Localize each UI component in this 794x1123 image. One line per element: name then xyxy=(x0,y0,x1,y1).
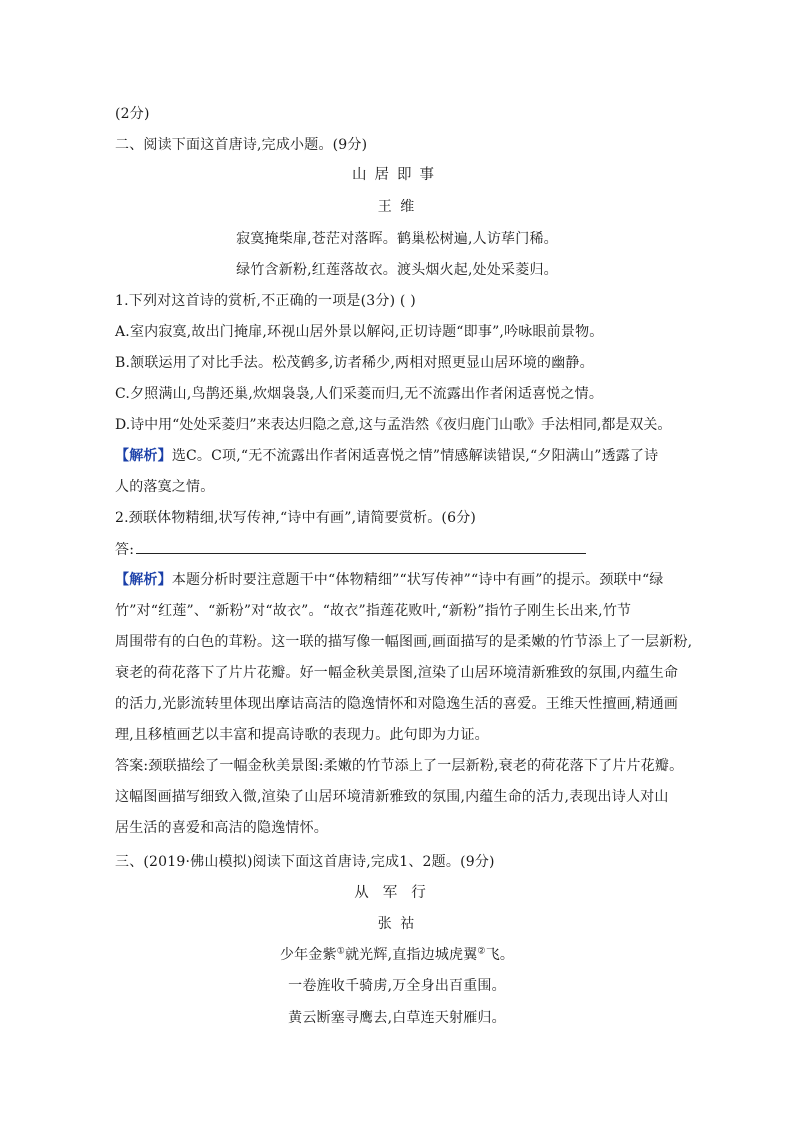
question-2: 2.颈联体物精细,状写传神,“诗中有画”,请简要赏析。(6分) xyxy=(115,510,477,526)
poem2-line: 一卷旌收千骑虏,万全身出百重围。 xyxy=(288,978,506,994)
poem2-line xyxy=(0,945,794,965)
poem1-author: 王 维 xyxy=(377,199,417,215)
option-b: B.颔联运用了对比手法。松茂鹤多,访者稀少,两相对照更显山居环境的幽静。 xyxy=(115,355,594,371)
poem2-text: 就光辉,直指边城虎翼 xyxy=(344,947,478,963)
option-d: D.诗中用“处处采菱归”来表达归隐之意,这与孟浩然《夜归鹿门山歌》手法相同,都是双关。 xyxy=(115,417,672,433)
answer-label: 答: xyxy=(115,542,135,558)
analysis-text: 本题分析时要注意题干中“体物精细”“状写传神”“诗中有画”的提示。颈联中“绿 xyxy=(171,572,664,588)
analysis-2 xyxy=(115,570,685,590)
footnote-marker: ② xyxy=(477,946,486,957)
score-note: (2分) xyxy=(115,106,150,122)
analysis-text: 的活力,光影流转里体现出摩诘高洁的隐逸情怀和对隐逸生活的喜爱。王维天性擅画,精通画 xyxy=(115,696,679,712)
poem2-text: 少年金紫 xyxy=(279,947,337,963)
answer-line xyxy=(115,539,685,560)
analysis-1 xyxy=(115,446,685,466)
analysis-tag: 【解析】 xyxy=(115,448,172,464)
analysis-tag: 【解析】 xyxy=(115,572,172,588)
option-c: C.夕照满山,鸟鹊还巢,炊烟袅袅,人们采菱而归,无不流露出作者闲适喜悦之情。 xyxy=(115,386,604,402)
footnote-marker: ① xyxy=(336,946,345,957)
question-1: 1.下列对这首诗的赏析,不正确的一项是(3分) ( ) xyxy=(115,293,416,309)
poem1-line: 寂寞掩柴扉,苍茫对落晖。鹤巢松树遍,人访荜门稀。 xyxy=(236,231,558,247)
poem2-title: 从军行 xyxy=(354,885,440,901)
analysis-text: 竹”对“红莲”、“新粉”对“故衣”。“故衣”指莲花败叶,“新粉”指竹子刚生长出来,竹节 xyxy=(115,603,632,619)
analysis-text: 周围带有的白色的茸粉。这一联的描写像一幅图画,画面描写的是柔嫩的竹节添上了一层新粉, xyxy=(115,634,693,650)
analysis-text: 人的落寞之情。 xyxy=(115,479,215,495)
answer-text: 答案:颈联描绘了一幅金秋美景图:柔嫩的竹节添上了一层新粉,衰老的荷花落下了片片花瓣。 xyxy=(115,758,684,774)
poem2-text: 飞。 xyxy=(485,947,515,963)
poem1-line: 绿竹含新粉,红莲落故衣。渡头烟火起,处处采菱归。 xyxy=(236,262,558,278)
answer-text: 这幅图画描写细致入微,渲染了山居环境清新雅致的氛围,内蕴生命的活力,表现出诗人对山 xyxy=(115,789,669,805)
poem2-author: 张 祜 xyxy=(377,916,417,932)
answer-blank[interactable] xyxy=(136,539,586,554)
option-a: A.室内寂寞,故出门掩扉,环视山居外景以解闷,正切诗题“即事”,吟咏眼前景物。 xyxy=(115,324,604,340)
poem2-line: 黄云断塞寻鹰去,白草连天射雁归。 xyxy=(288,1010,506,1026)
analysis-text: 选C。C项,“无不流露出作者闲适喜悦之情”情感解读错误,“夕阳满山”透露了诗 xyxy=(171,448,659,464)
section-three-heading: 三、(2019·佛山模拟)阅读下面这首唐诗,完成1、2题。(9分) xyxy=(115,854,495,870)
answer-text: 居生活的喜爱和高洁的隐逸情怀。 xyxy=(115,820,328,836)
poem1-title: 山居即事 xyxy=(352,167,442,183)
section-two-heading: 二、阅读下面这首唐诗,完成小题。(9分) xyxy=(115,137,368,153)
analysis-text: 理,且移植画艺以丰富和提高诗歌的表现力。此句即为力证。 xyxy=(115,727,489,743)
analysis-text: 衰老的荷花落下了片片花瓣。好一幅金秋美景图,渲染了山居环境清新雅致的氛围,内蕴生命 xyxy=(115,665,679,681)
